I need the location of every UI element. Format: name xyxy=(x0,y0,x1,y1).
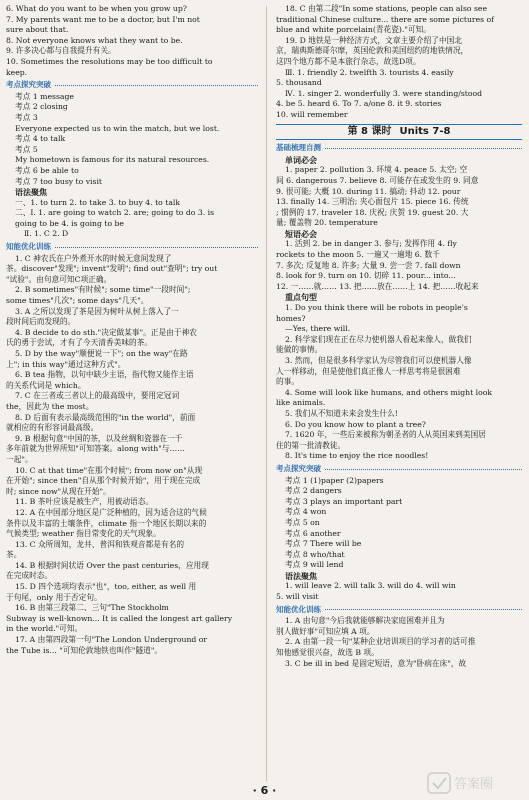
answer-line: 2. B sometimes"有时候"; some time"一段时间"; xyxy=(15,285,191,295)
answer-line: 12. A 在中国部分地区是广泛种植的，因为适合这的气候 xyxy=(15,507,207,517)
answer-line: 3. C be ill in bed 是固定短语，意为"卧病在床"，故 xyxy=(285,658,467,668)
answer-line: 考点 8 who/that xyxy=(285,549,345,559)
answer-line: 12. 一……就…… 13. 把……放在……上 14. 把……收起来 xyxy=(276,281,479,291)
answer-line: 考点 1 (1)paper (2)papers xyxy=(285,475,384,485)
answer-line: 的关系代词是 which。 xyxy=(6,380,86,390)
answer-line: 上"; in this way"通过这种方式"。 xyxy=(6,359,126,369)
answer-line: 时; since now"从现在开始"。 xyxy=(6,486,111,496)
answer-line: keep. xyxy=(6,67,28,77)
answer-line: 4. be 5. heard 6. To 7. a/one 8. it 9. stories xyxy=(276,99,442,109)
answer-line: 考点 2 closing xyxy=(15,102,68,112)
answer-line: 8. D 后面有表示最高级范围的"in the world"，前面 xyxy=(15,412,196,422)
answer-line: the Tube is... "可知伦敦地铁也叫作"隧道"。 xyxy=(6,645,163,655)
answer-line: 16. B 由第三段第二、三句"The Stockholm xyxy=(15,603,169,613)
answer-line: 4. B decide to do sth."决定做某事"。正是由于神农 xyxy=(15,327,197,337)
answer-line: 一、1. to turn 2. to take 3. to buy 4. to talk xyxy=(15,197,181,207)
answer-line: 的事。 xyxy=(276,377,300,387)
answer-line: going to be 4. is going to be xyxy=(15,218,124,228)
answer-line: sure about that. xyxy=(6,25,69,35)
answer-line: 语法聚焦 xyxy=(15,187,47,198)
answer-line: 7. My parents want me to be a doctor, but I'm not xyxy=(6,14,200,24)
answer-line: 考点 6 another xyxy=(285,528,341,538)
section-header-label: 知能优化训练 xyxy=(6,242,51,252)
answer-line: in the world."可知。 xyxy=(6,624,83,634)
answer-line: 考点 4 won xyxy=(285,507,327,517)
answer-line: 13. finally 14. 三明治; 夹心面包片 15. piece 16. 传统 xyxy=(276,197,469,207)
answer-line: Ⅱ. 1. C 2. D xyxy=(24,229,69,239)
answer-line: 7. 1620 年，一些后来被称为朝圣者的人从英国来到美国居 xyxy=(285,430,486,440)
answer-line: 6. What do you want to be when you grow up? xyxy=(6,4,187,13)
answer-line: 10. will remember xyxy=(276,109,348,119)
answer-line: 就相应的有形容词最高级。 xyxy=(6,423,99,433)
answer-line: 别人做好事"可知应填 A 项。 xyxy=(276,626,375,636)
answer-line: 17. A 由第四段第一句"The London Underground or xyxy=(15,635,208,645)
answer-line: 5. will visit xyxy=(276,592,319,602)
answer-line: 3. 然而，但是很多科学家认为尽管我们可以使机器人像 xyxy=(285,356,472,365)
answer-line: 语法聚焦 xyxy=(285,570,317,581)
answer-line: 于句尾，only 用于否定句。 xyxy=(6,592,102,602)
answer-line: 考点 5 xyxy=(15,144,38,154)
answer-line: 考点 2 dangers xyxy=(285,486,342,496)
answer-line: rockets to the moon 5. 一遍又一遍地 6. 数千 xyxy=(276,250,440,260)
answer-line: 8. It's time to enjoy the rice noodles! xyxy=(285,451,429,461)
section-header xyxy=(6,242,258,253)
answer-line: 19. D 地铁是一种经济方式，文章主要介绍了中国北 xyxy=(285,35,463,45)
answer-line: 量; 覆盖物 20. temperature xyxy=(276,218,378,228)
answer-line: blue and white porcelain(青花瓷)."可知。 xyxy=(276,25,431,35)
answer-line: 3. A 之所以发现了茶是因为树叶从树上落入了一 xyxy=(15,306,179,316)
answer-line: 5. D by the way"顺便说一下"; on the way"在路 xyxy=(15,349,188,358)
answer-line: 在开始"; since then"自从那个时候开始"，用于现在完成 xyxy=(6,476,201,486)
answer-line: 考点 4 to talk xyxy=(15,134,66,144)
answer-line: 6. Do you know how to plant a tree? xyxy=(285,419,426,429)
section-header-label: 考点探究突破 xyxy=(6,80,51,90)
answer-line: 茶。discover"发现"; invent"发明"; find out"查明"; try out xyxy=(6,264,218,274)
answer-line: 一起"。 xyxy=(6,454,33,464)
section-rule xyxy=(325,609,522,610)
page-number: · 6 · xyxy=(252,784,277,797)
answer-line: 能做的事情。 xyxy=(276,345,323,355)
answer-line: some times"几次"; some days"几天"。 xyxy=(6,296,149,306)
answer-line: 住的第一批清教徒。 xyxy=(276,440,346,450)
answer-line: homes? xyxy=(276,313,306,323)
answer-line: 考点 3 xyxy=(15,112,38,122)
answer-line: 多年前就为世界所知"可知答案。along with"与…… xyxy=(6,444,185,454)
answer-line: 间 6. dangerous 7. believe 8. 可能存在或发生的 9. 同意 xyxy=(276,175,479,185)
lesson-title: Units 7-8 xyxy=(399,125,451,137)
answer-line: Ⅲ. 1. friendly 2. twelfth 3. tourists 4. easily xyxy=(285,67,454,77)
answer-line: 14. B 根据时间状语 Over the past centuries，应用现 xyxy=(15,560,209,570)
answer-line: 8. Not everyone knows what they want to be. xyxy=(6,35,183,45)
answer-line: 7. C 在三者或三者以上的最高级中，要用定冠词 xyxy=(15,391,180,401)
section-rule xyxy=(325,469,522,470)
section-header xyxy=(276,464,522,475)
answer-line: the，因此为 the most。 xyxy=(6,401,94,411)
answer-line: ; 惯例的 17. traveler 18. 庆祝; 庆贺 19. guest 20. 大 xyxy=(276,207,469,217)
answer-line: Ⅳ. 1. singer 2. wonderfully 3. were standing/stood xyxy=(285,88,483,98)
answer-line: 考点 9 will lend xyxy=(285,560,344,570)
section-header-label: 基础梳理自测 xyxy=(276,143,321,153)
answer-line: 考点 6 be able to xyxy=(15,165,79,175)
answer-line: 气候类型; weather 指目常变化的天气现象。 xyxy=(6,529,161,539)
answer-line: like animals. xyxy=(276,398,326,408)
left-column xyxy=(6,4,258,656)
watermark-logo xyxy=(427,770,523,796)
right-column xyxy=(276,4,522,669)
answer-line: "试验"。由句意可知C项正确。 xyxy=(6,274,112,284)
answer-line: 9. 很可能; 大概 10. during 11. 搞动; 抖动 12. pour xyxy=(276,186,461,196)
answer-line: My hometown is famous for its natural resources. xyxy=(15,155,210,165)
answer-line: 10. Sometimes the resolutions may be too difficult to xyxy=(6,56,213,66)
answer-line: 8. look for 9. turn on 10. 切碎 11. pour... into... xyxy=(276,271,456,281)
answer-line: 13. C 众所周知，龙井、普洱和铁观音都是有名的 xyxy=(15,539,185,549)
answer-line: 茶。 xyxy=(6,550,22,560)
answer-line: 考点 7 There will be xyxy=(285,539,362,549)
lesson-number: 第 8 课时 xyxy=(347,125,392,137)
answer-line: 1. 活到 2. be in danger 3. 参与; 发挥作用 4. fly xyxy=(285,239,457,249)
answer-line: 在完成时态。 xyxy=(6,571,53,581)
answer-line: 考点 1 message xyxy=(15,91,74,101)
answer-line: 9. 许多决心都与自我提升有关。 xyxy=(6,46,116,56)
answer-line: 18. C 由第二段"In some stations, people can also see xyxy=(285,4,488,13)
answer-line: 段时间后而发现的。 xyxy=(6,317,76,327)
answer-line: 6. B tea 指物，以句中缺少主语，指代物又能作主语 xyxy=(15,370,194,380)
answer-line: 重点句型 xyxy=(285,292,317,303)
answer-line: 11. B 茶叶应该是被生产，用被动语态。 xyxy=(15,497,154,507)
answer-line: 5. thousand xyxy=(276,78,322,88)
answer-line: 2. A 由第一段一句"某种企业培训项目的学习者的话可推 xyxy=(285,637,476,647)
answer-line: 1. A 由句意"今后我就能够解决家庭困难并且为 xyxy=(285,616,445,626)
section-header-label: 考点探究突破 xyxy=(276,463,321,473)
watermark-text: 答案圈 xyxy=(454,777,494,792)
answer-line: 2. 科学家们现在正在尽力使机器人看起来像人，做我们 xyxy=(285,334,472,344)
answer-line: 人一样移动，但是使他们真正像人一样思考将是很困难 xyxy=(276,366,461,376)
answer-line: 1. will leave 2. will talk 3. will do 4. will win xyxy=(285,581,456,591)
answer-line: 考点 7 too busy to visit xyxy=(15,176,103,186)
answer-line: 京，瑞典斯德哥尔摩，英国伦敦和美国纽约的地铁情况， xyxy=(276,46,469,56)
answer-line: 条件以及丰富的土壤条件，climate 指一个地区长期以来的 xyxy=(6,518,207,528)
section-rule xyxy=(55,85,258,86)
answer-line: 氏的勇于尝试，才有了今天清香美味的茶。 xyxy=(6,338,153,348)
answer-line: 7. 多次; 反复地 8. 许多; 大量 9. 尝一尝 7. fall down xyxy=(276,260,461,270)
answer-line: 1. C 神农氏在户外煮开水的时候无意间发现了 xyxy=(15,253,172,263)
answer-line: Everyone expected us to win the match, but we lost. xyxy=(15,123,220,133)
answer-line: 10. C at that time"在那个时候"; from now on"从现 xyxy=(15,465,203,475)
section-header xyxy=(6,80,258,91)
answer-line: —Yes, there will. xyxy=(285,324,351,334)
section-rule xyxy=(325,148,522,149)
answer-line: Subway is well-known... It is called the longest art gallery xyxy=(6,613,233,623)
section-header xyxy=(276,143,522,154)
answer-line: 4. Some will look like humans, and others might look xyxy=(285,387,493,397)
answer-line: 考点 5 on xyxy=(285,517,320,527)
answer-line: 单词必会 xyxy=(285,154,317,165)
answer-line: 考点 3 plays an important part xyxy=(285,496,403,506)
answer-line: 1. paper 2. pollution 3. 环境 4. peace 5. 太空; 空 xyxy=(285,165,468,175)
answer-line: 这四个地方都不是本旅行杂志，故选D项。 xyxy=(276,56,421,66)
section-header-label: 知能优化训练 xyxy=(276,604,321,614)
answer-line: 短语必会 xyxy=(285,228,317,239)
column-divider xyxy=(266,6,267,781)
section-header xyxy=(276,605,522,616)
answer-line: 二、Ⅰ. 1. are going to watch 2. are; going to do 3. is xyxy=(15,208,215,218)
answer-line: traditional Chinese culture... there are some pictures of xyxy=(276,14,495,24)
answer-line: 知他感觉很兴奋，故选 B 项。 xyxy=(276,648,379,658)
answer-line: 1. Do you think there will be robots in people's xyxy=(285,303,468,313)
answer-line: 9. B 根据句意"中国的茶，以及丝绸和瓷器在一千 xyxy=(15,433,183,443)
section-rule xyxy=(55,247,258,248)
lesson-heading xyxy=(276,124,522,141)
answer-line: 15. D 四个选项均表示"也"，too, either, as well 用 xyxy=(15,582,197,592)
answer-line: 5. 我们从不知道未来会发生什么! xyxy=(285,408,398,418)
